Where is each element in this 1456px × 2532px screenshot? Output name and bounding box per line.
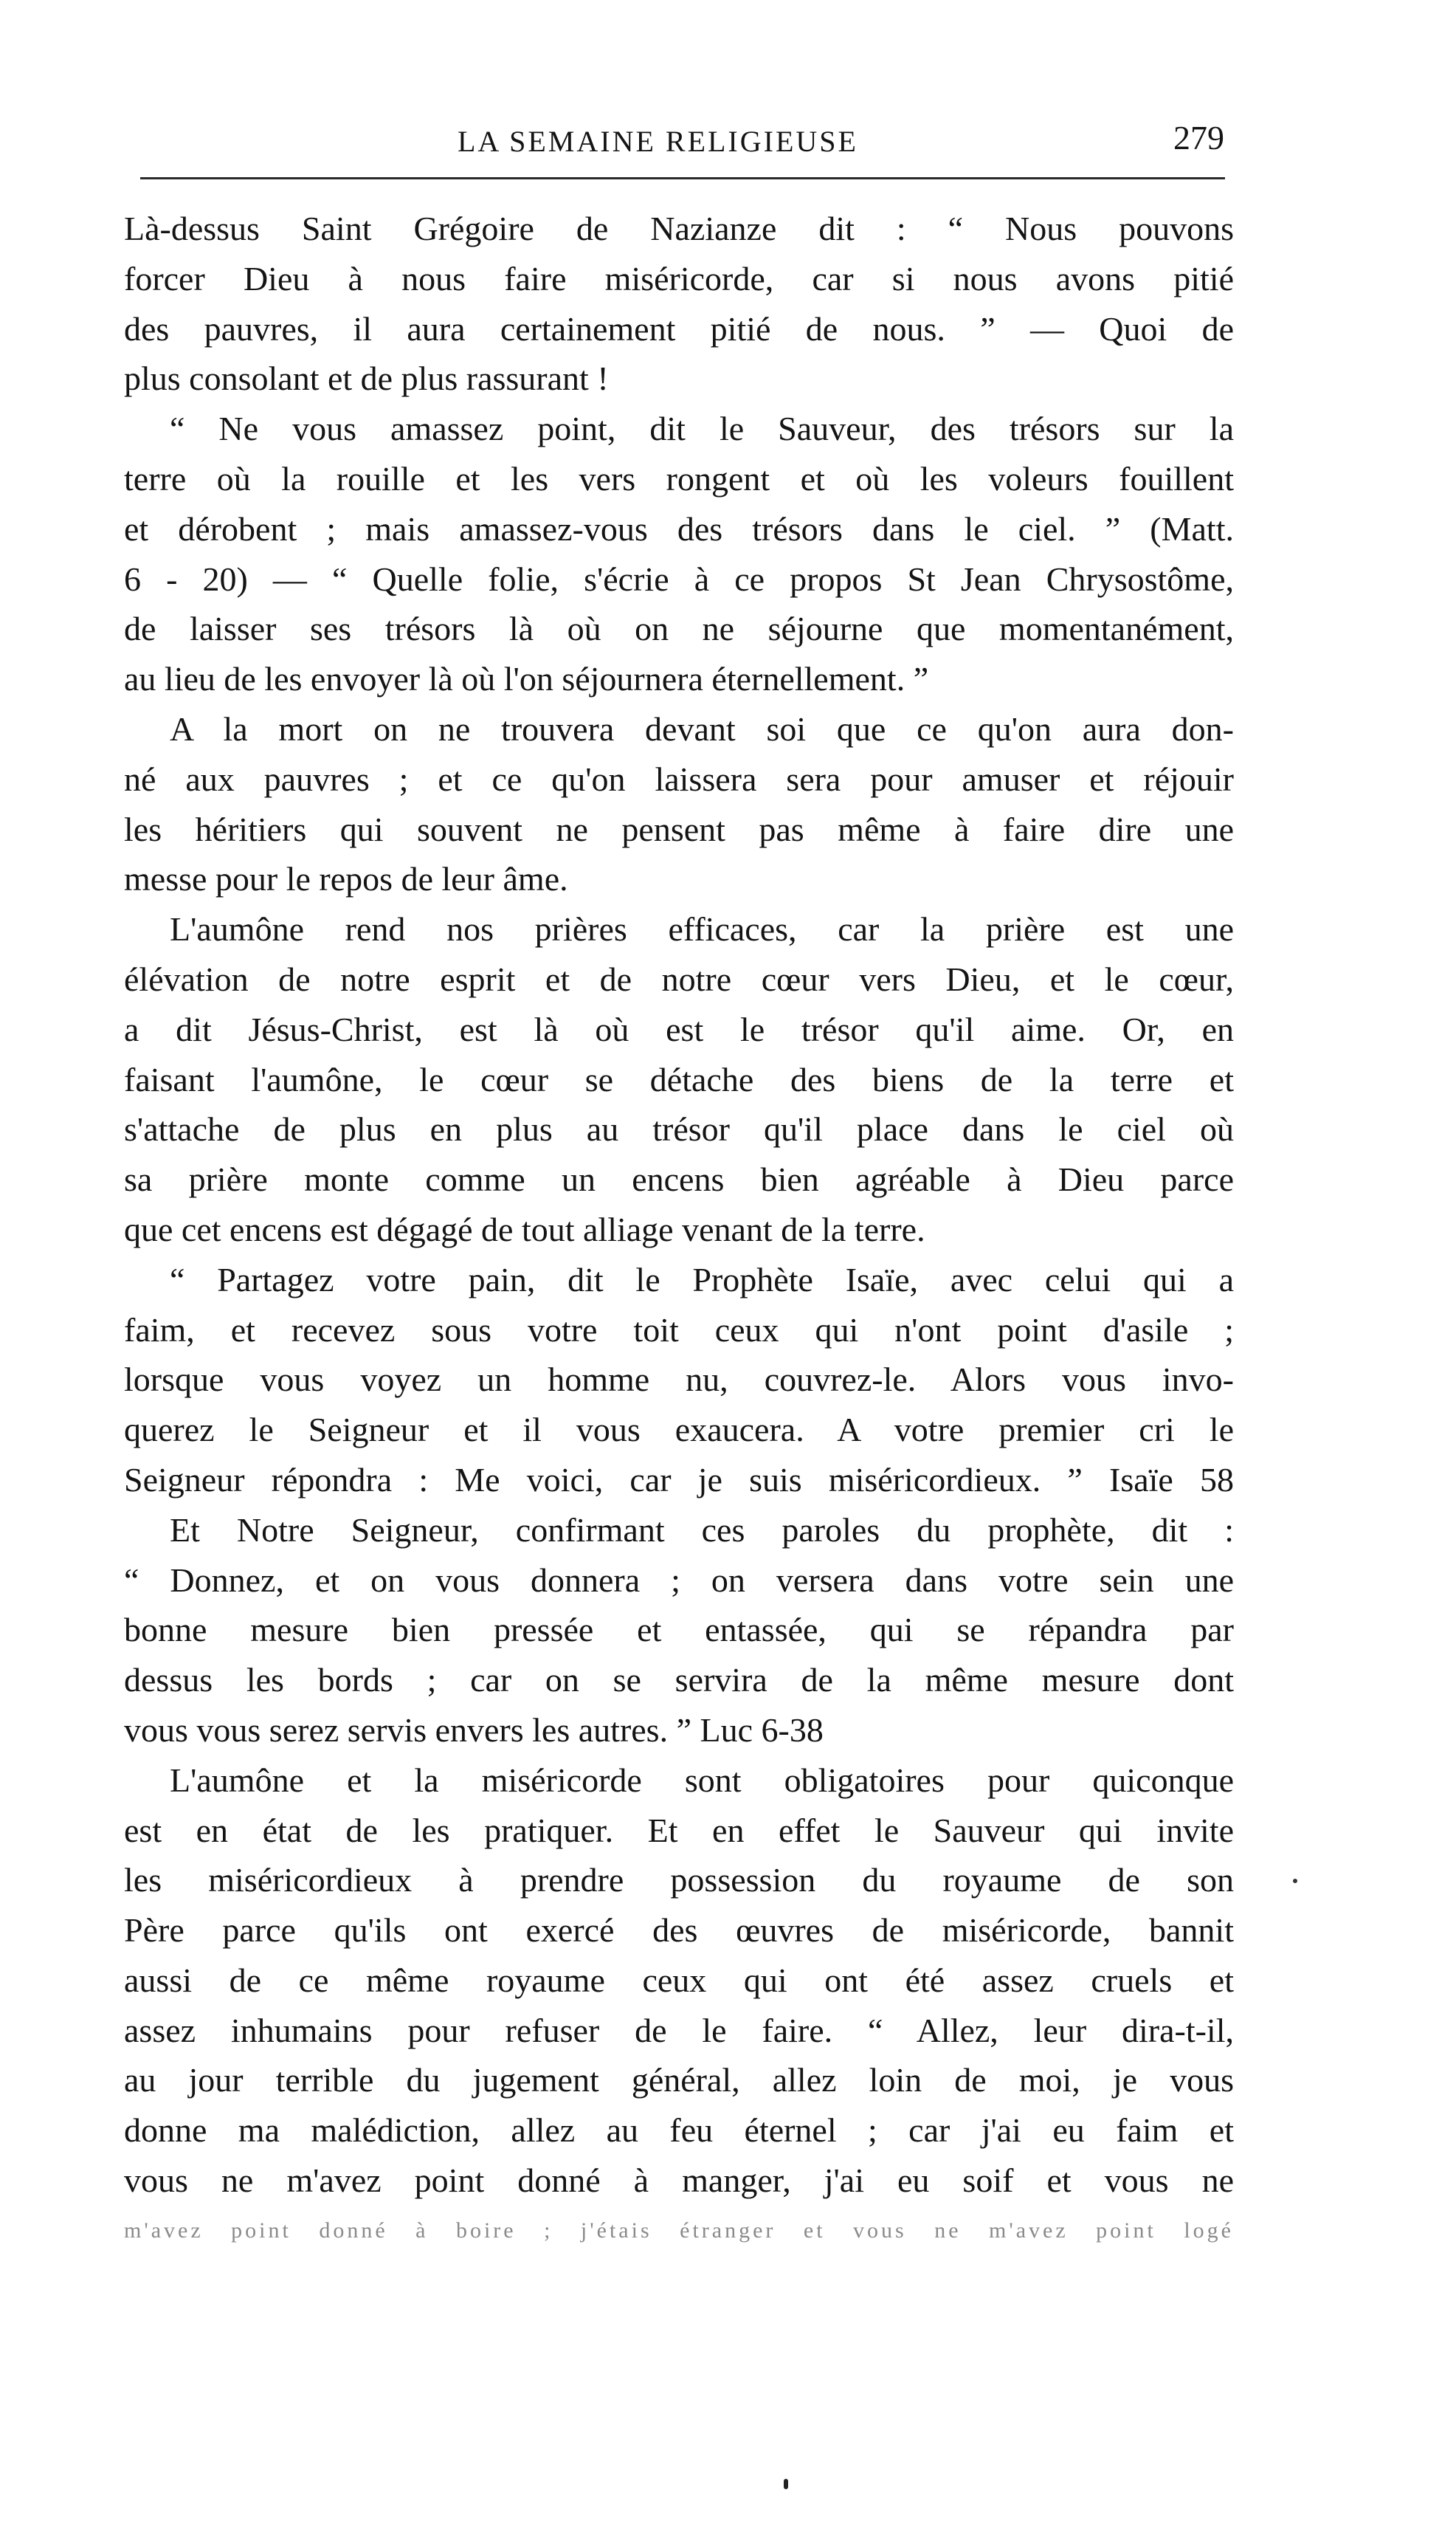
text-line: a dit Jésus-Christ, est là où est le trésor qu'il aime. Or, en xyxy=(124,1010,1234,1048)
text-line: forcer Dieu à nous faire miséricorde, car si nous avons pitié xyxy=(124,259,1234,297)
running-title: LA SEMAINE RELIGIEUSE xyxy=(458,125,858,158)
text-line: Père parce qu'ils ont exercé des œuvres de miséricorde, bannit xyxy=(124,1911,1234,1950)
text-line: les miséricordieux à prendre possession du royaume de son xyxy=(124,1861,1234,1899)
text-line: au jour terrible du jugement général, allez loin de moi, je vous xyxy=(124,2061,1234,2099)
text-line: plus consolant et de plus rassurant ! xyxy=(124,359,609,398)
text-line: et dérobent ; mais amassez-vous des trésors dans le ciel. ” (Matt. xyxy=(124,509,1234,548)
text-line: terre où la rouille et les vers rongent et où les voleurs fouillent xyxy=(124,459,1234,498)
text-line: sa prière monte comme un encens bien agréable à Dieu parce xyxy=(124,1160,1234,1199)
text-line: né aux pauvres ; et ce qu'on laissera sera pour amuser et réjouir xyxy=(124,760,1234,798)
text-line: lorsque vous voyez un homme nu, couvrez-le. Alors vous invo- xyxy=(124,1360,1234,1399)
text-line: Seigneur répondra : Me voici, car je suis miséricordieux. ” Isaïe 58 xyxy=(124,1460,1234,1499)
text-line: L'aumône et la miséricorde sont obligatoires pour quiconque xyxy=(170,1761,1234,1799)
text-line: querez le Seigneur et il vous exaucera. A votre premier cri le xyxy=(124,1411,1234,1449)
text-line: “ Donnez, et on vous donnera ; on versera dans votre sein une xyxy=(124,1561,1234,1599)
text-line: dessus les bords ; car on se servira de la même mesure dont xyxy=(124,1661,1234,1699)
page-number: 279 xyxy=(1173,119,1224,156)
text-line: vous vous serez servis envers les autres. ” Luc 6-38 xyxy=(124,1710,824,1749)
text-line-cut-off: m'avez point donné à boire ; j'étais étranger et vous ne m'avez point logé xyxy=(124,2218,1234,2243)
text-line: bonne mesure bien pressée et entassée, qui se répandra par xyxy=(124,1611,1234,1649)
text-line: L'aumône rend nos prières efficaces, car la prière est une xyxy=(170,910,1234,949)
text-line: Là-dessus Saint Grégoire de Nazianze dit : “ Nous pouvons xyxy=(124,210,1234,247)
text-line: des pauvres, il aura certainement pitié de nous. ” — Quoi de xyxy=(124,309,1234,348)
margin-speck xyxy=(1293,1879,1297,1883)
text-line: A la mort on ne trouvera devant soi que ce qu'on aura don- xyxy=(170,709,1234,748)
header-rule xyxy=(140,177,1225,179)
text-line: assez inhumains pour refuser de le faire. “ Allez, leur dira-t-il, xyxy=(124,2011,1234,2049)
text-line: que cet encens est dégagé de tout alliage venant de la terre. xyxy=(124,1210,925,1248)
text-line: les héritiers qui souvent ne pensent pas même à faire dire une xyxy=(124,810,1234,848)
text-line: au lieu de les envoyer là où l'on séjournera éternellement. ” xyxy=(124,660,929,698)
text-line: donne ma malédiction, allez au feu éternel ; car j'ai eu faim et xyxy=(124,2111,1234,2150)
text-line: Et Notre Seigneur, confirmant ces paroles du prophète, dit : xyxy=(170,1510,1234,1549)
text-line: “ Ne vous amassez point, dit le Sauveur, des trésors sur la xyxy=(170,410,1234,448)
text-line: élévation de notre esprit et de notre cœur vers Dieu, et le cœur, xyxy=(124,960,1234,998)
text-line: faisant l'aumône, le cœur se détache des biens de la terre et xyxy=(124,1060,1234,1098)
text-line: messe pour le repos de leur âme. xyxy=(124,860,568,898)
text-line: faim, et recevez sous votre toit ceux qui n'ont point d'asile ; xyxy=(124,1310,1234,1349)
text-line: de laisser ses trésors là où on ne séjourne que momentanément, xyxy=(124,610,1234,648)
text-line: est en état de les pratiquer. Et en effet le Sauveur qui invite xyxy=(124,1811,1234,1849)
text-line: 6 - 20) — “ Quelle folie, s'écrie à ce propos St Jean Chrysostôme, xyxy=(124,560,1234,598)
text-line: aussi de ce même royaume ceux qui ont été assez cruels et xyxy=(124,1961,1234,1999)
text-line: “ Partagez votre pain, dit le Prophète Isaïe, avec celui qui a xyxy=(170,1260,1234,1298)
body-text xyxy=(124,204,1234,2256)
text-line: s'attache de plus en plus au trésor qu'il place dans le ciel où xyxy=(124,1110,1234,1149)
stray-ink-mark xyxy=(784,2479,788,2489)
text-line: vous ne m'avez point donné à manger, j'ai eu soif et vous ne xyxy=(124,2161,1234,2200)
